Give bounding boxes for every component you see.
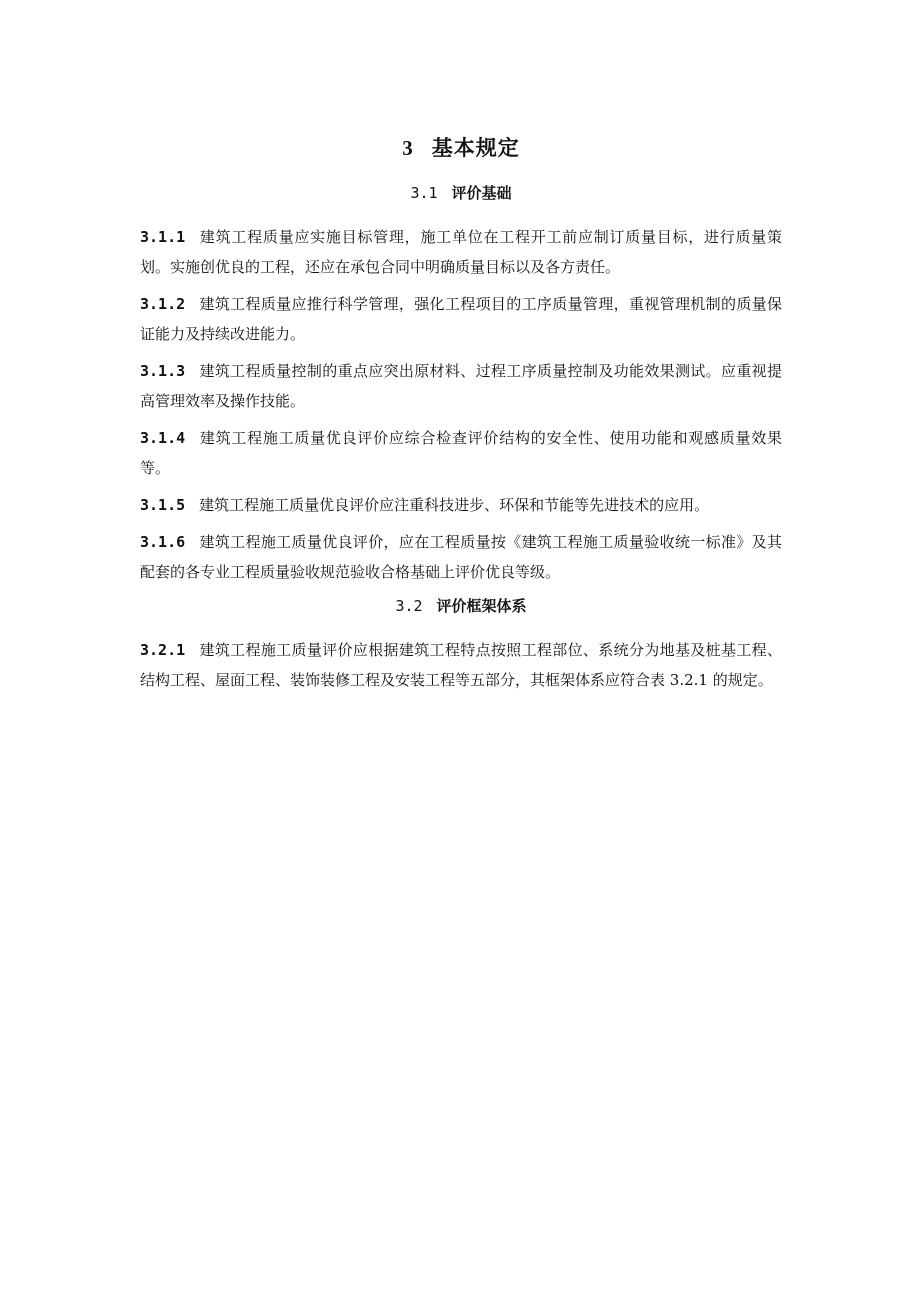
clause-text: 建筑工程施工质量优良评价应注重科技进步、环保和节能等先进技术的应用。 <box>199 496 710 514</box>
section-number: 3.2 <box>395 597 423 615</box>
section-title-text: 评价基础 <box>451 184 512 202</box>
clause-3-2-1 <box>140 635 782 695</box>
clause-3-1-1 <box>140 222 782 282</box>
clause-number: 3.1.5 <box>140 496 186 514</box>
document-body <box>140 132 782 703</box>
clause-text: 建筑工程质量控制的重点应突出原材料、过程工序质量控制及功能效果测试。应重视提高管理效率及操作技能。 <box>140 362 782 410</box>
section-number: 3.1 <box>410 184 438 202</box>
clause-3-1-2 <box>140 289 782 349</box>
clause-text: 建筑工程施工质量优良评价，应在工程质量按《建筑工程施工质量验收统一标准》及其配套的各专业工程质量验收规范验收合格基础上评价优良等级。 <box>140 533 782 581</box>
clause-3-1-5 <box>140 490 782 520</box>
clause-text: 建筑工程质量应实施目标管理，施工单位在工程开工前应制订质量目标，进行质量策划。实施创优良的工程，还应在承包合同中明确质量目标以及各方责任。 <box>140 228 782 276</box>
clause-3-1-6 <box>140 527 782 587</box>
clause-number: 3.2.1 <box>140 641 186 659</box>
section-3-1 <box>140 182 782 587</box>
chapter-title-text: 基本规定 <box>431 135 520 160</box>
clause-3-1-4 <box>140 423 782 483</box>
clause-text: 建筑工程施工质量评价应根据建筑工程特点按照工程部位、系统分为地基及桩基工程、结构工程、屋面工程、装饰装修工程及安装工程等五部分，其框架体系应符合表 3.2.1 的规定。 <box>140 641 782 689</box>
clause-number: 3.1.4 <box>140 429 186 447</box>
chapter-title <box>140 132 782 164</box>
section-3-2 <box>140 595 782 695</box>
chapter-number: 3 <box>402 136 414 160</box>
clause-3-1-3 <box>140 356 782 416</box>
section-title <box>140 595 782 617</box>
clause-number: 3.1.1 <box>140 228 186 246</box>
clause-number: 3.1.2 <box>140 295 186 313</box>
clause-number: 3.1.6 <box>140 533 186 551</box>
section-title-text: 评价框架体系 <box>436 597 527 615</box>
clause-text: 建筑工程施工质量优良评价应综合检查评价结构的安全性、使用功能和观感质量效果等。 <box>140 429 782 477</box>
section-title <box>140 182 782 204</box>
clause-number: 3.1.3 <box>140 362 186 380</box>
clause-text: 建筑工程质量应推行科学管理，强化工程项目的工序质量管理，重视管理机制的质量保证能力及持续改进能力。 <box>140 295 782 343</box>
